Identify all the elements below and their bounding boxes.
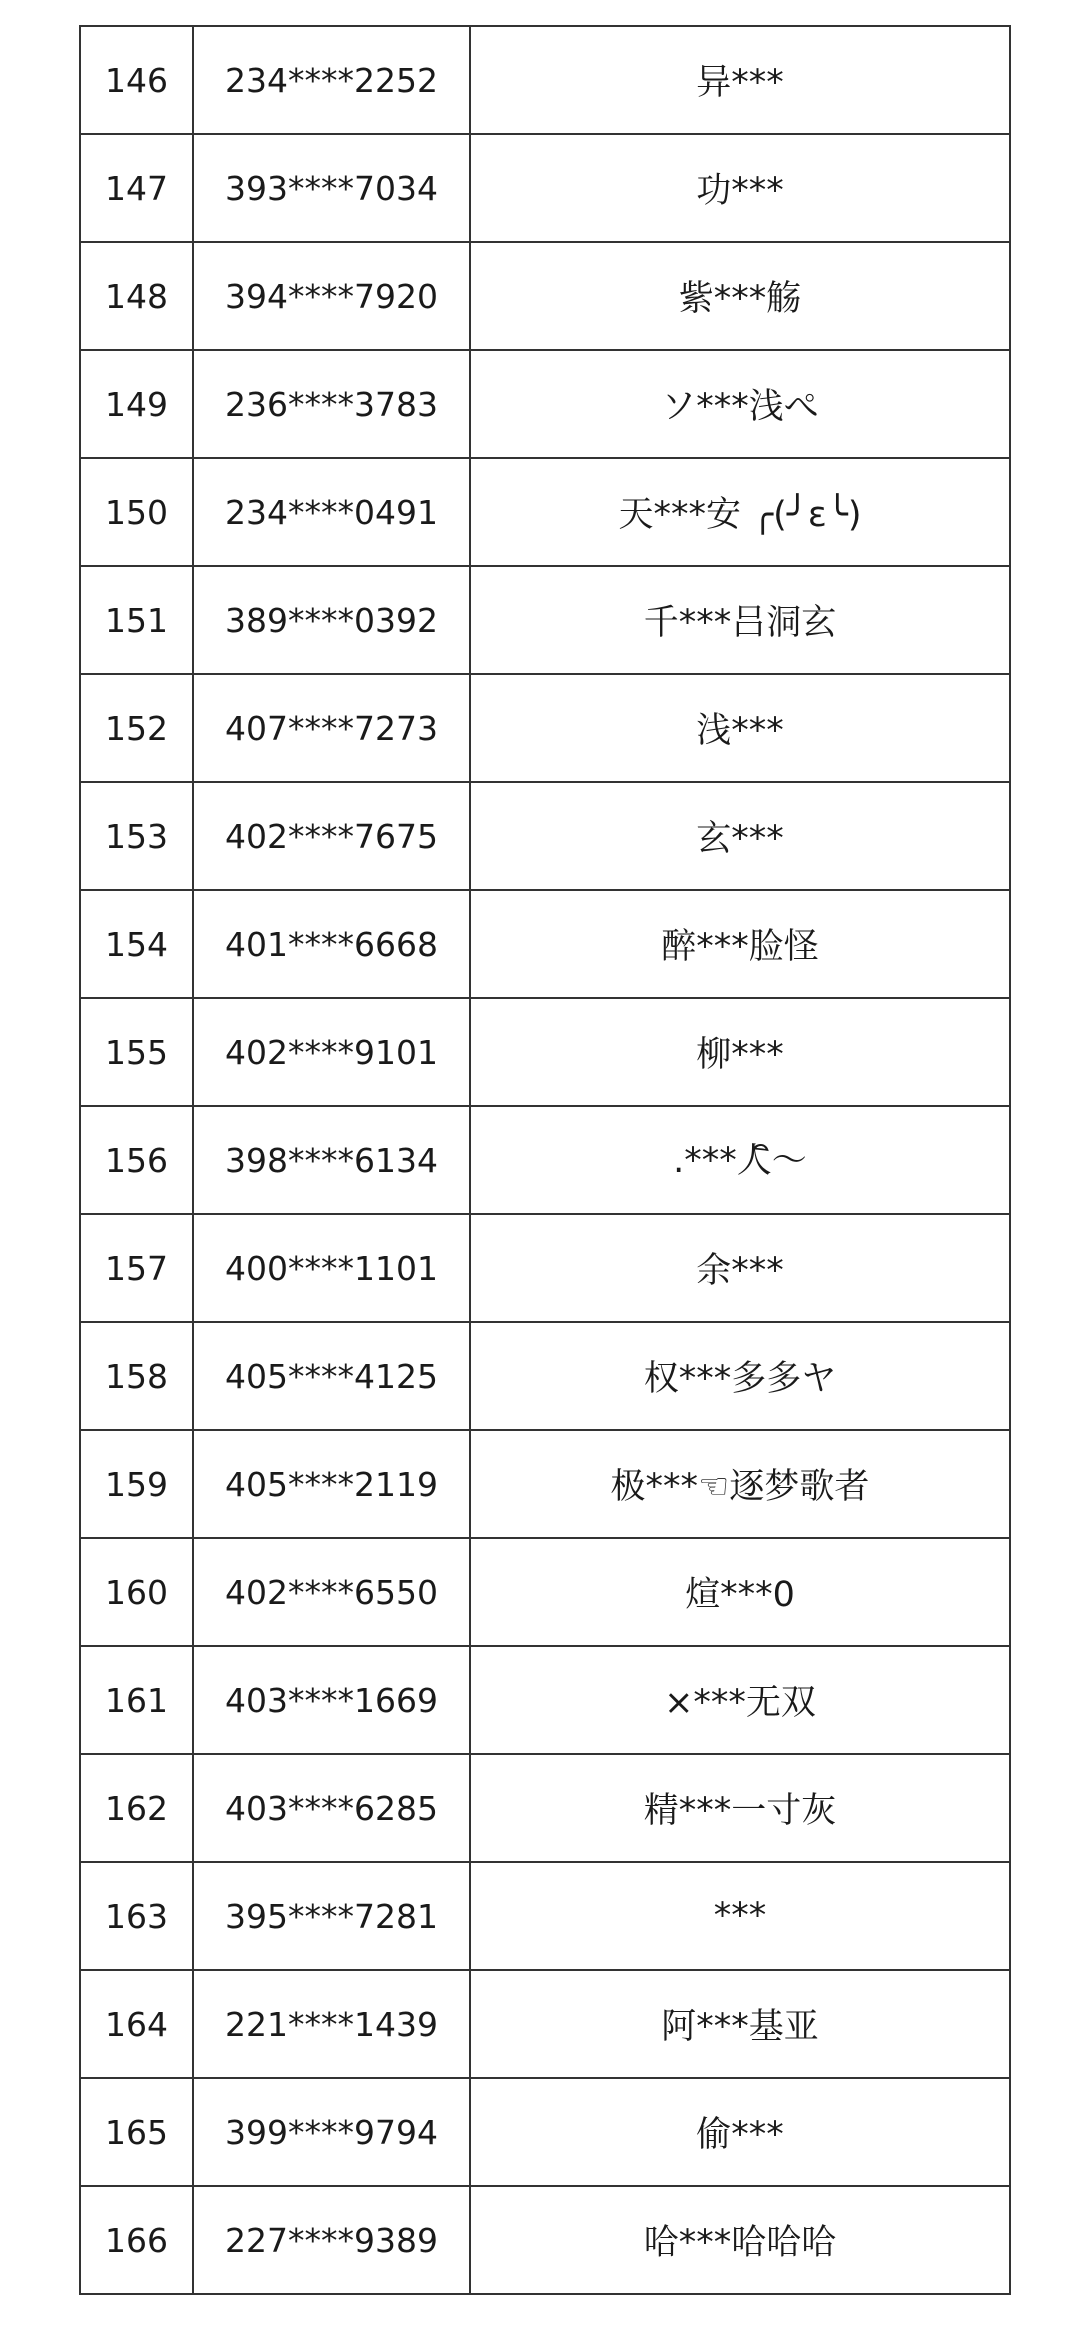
table-row <box>80 2078 1010 2186</box>
name-cell: 偷*** <box>470 2078 1010 2186</box>
name-cell: ×***无双 <box>470 1646 1010 1754</box>
rank-cell: 156 <box>80 1106 193 1214</box>
table-row <box>80 1970 1010 2078</box>
name-cell: 柳*** <box>470 998 1010 1106</box>
name-cell: 精***一寸灰 <box>470 1754 1010 1862</box>
name-cell: 紫***觞 <box>470 242 1010 350</box>
table-row <box>80 674 1010 782</box>
table-body <box>80 26 1010 2294</box>
id-cell: 234****0491 <box>193 458 470 566</box>
name-cell: 余*** <box>470 1214 1010 1322</box>
name-cell: 哈***哈哈哈 <box>470 2186 1010 2294</box>
rank-cell: 160 <box>80 1538 193 1646</box>
rank-cell: 158 <box>80 1322 193 1430</box>
table-row <box>80 998 1010 1106</box>
id-cell: 227****9389 <box>193 2186 470 2294</box>
id-cell: 403****1669 <box>193 1646 470 1754</box>
table-row <box>80 1538 1010 1646</box>
rank-cell: 163 <box>80 1862 193 1970</box>
table-row <box>80 1646 1010 1754</box>
rank-cell: 161 <box>80 1646 193 1754</box>
id-cell: 407****7273 <box>193 674 470 782</box>
rank-cell: 150 <box>80 458 193 566</box>
rank-cell: 162 <box>80 1754 193 1862</box>
table-row <box>80 134 1010 242</box>
id-cell: 401****6668 <box>193 890 470 998</box>
name-cell: 异*** <box>470 26 1010 134</box>
id-cell: 393****7034 <box>193 134 470 242</box>
table-row <box>80 350 1010 458</box>
rank-cell: 153 <box>80 782 193 890</box>
name-cell: 功*** <box>470 134 1010 242</box>
name-cell: 千***吕洞玄 <box>470 566 1010 674</box>
table-row <box>80 1754 1010 1862</box>
rank-cell: 148 <box>80 242 193 350</box>
rank-cell: 147 <box>80 134 193 242</box>
rank-cell: 155 <box>80 998 193 1106</box>
name-cell: *** <box>470 1862 1010 1970</box>
rank-cell: 152 <box>80 674 193 782</box>
table-row <box>80 458 1010 566</box>
rank-cell: 151 <box>80 566 193 674</box>
rank-cell: 157 <box>80 1214 193 1322</box>
id-cell: 398****6134 <box>193 1106 470 1214</box>
table-row <box>80 566 1010 674</box>
table-row <box>80 2186 1010 2294</box>
rank-cell: 164 <box>80 1970 193 2078</box>
table-row <box>80 1322 1010 1430</box>
name-cell: 极***☜逐梦歌者 <box>470 1430 1010 1538</box>
rank-cell: 154 <box>80 890 193 998</box>
id-cell: 405****4125 <box>193 1322 470 1430</box>
id-cell: 234****2252 <box>193 26 470 134</box>
id-cell: 395****7281 <box>193 1862 470 1970</box>
rank-cell: 165 <box>80 2078 193 2186</box>
table-row <box>80 1214 1010 1322</box>
rank-cell: 159 <box>80 1430 193 1538</box>
name-cell: 权***多多ヤ <box>470 1322 1010 1430</box>
table-row <box>80 1106 1010 1214</box>
table-row <box>80 26 1010 134</box>
id-cell: 402****9101 <box>193 998 470 1106</box>
name-cell: 天***安 ╭(╯ε╰) <box>470 458 1010 566</box>
name-cell: 煊***0 <box>470 1538 1010 1646</box>
table-row <box>80 242 1010 350</box>
rank-cell: 166 <box>80 2186 193 2294</box>
name-cell: 浅*** <box>470 674 1010 782</box>
id-cell: 399****9794 <box>193 2078 470 2186</box>
id-cell: 405****2119 <box>193 1430 470 1538</box>
name-cell: .***人ิ〜 <box>470 1106 1010 1214</box>
name-cell: ソ***浅ぺ <box>470 350 1010 458</box>
id-cell: 389****0392 <box>193 566 470 674</box>
rank-cell: 149 <box>80 350 193 458</box>
table-row <box>80 782 1010 890</box>
rank-cell: 146 <box>80 26 193 134</box>
table-row <box>80 890 1010 998</box>
id-cell: 402****6550 <box>193 1538 470 1646</box>
table-row <box>80 1430 1010 1538</box>
id-cell: 221****1439 <box>193 1970 470 2078</box>
name-cell: 玄*** <box>470 782 1010 890</box>
name-cell: 醉***脸怪 <box>470 890 1010 998</box>
id-cell: 403****6285 <box>193 1754 470 1862</box>
id-cell: 236****3783 <box>193 350 470 458</box>
name-cell: 阿***基亚 <box>470 1970 1010 2078</box>
winners-table <box>79 25 1011 2295</box>
id-cell: 394****7920 <box>193 242 470 350</box>
id-cell: 402****7675 <box>193 782 470 890</box>
table-row <box>80 1862 1010 1970</box>
id-cell: 400****1101 <box>193 1214 470 1322</box>
